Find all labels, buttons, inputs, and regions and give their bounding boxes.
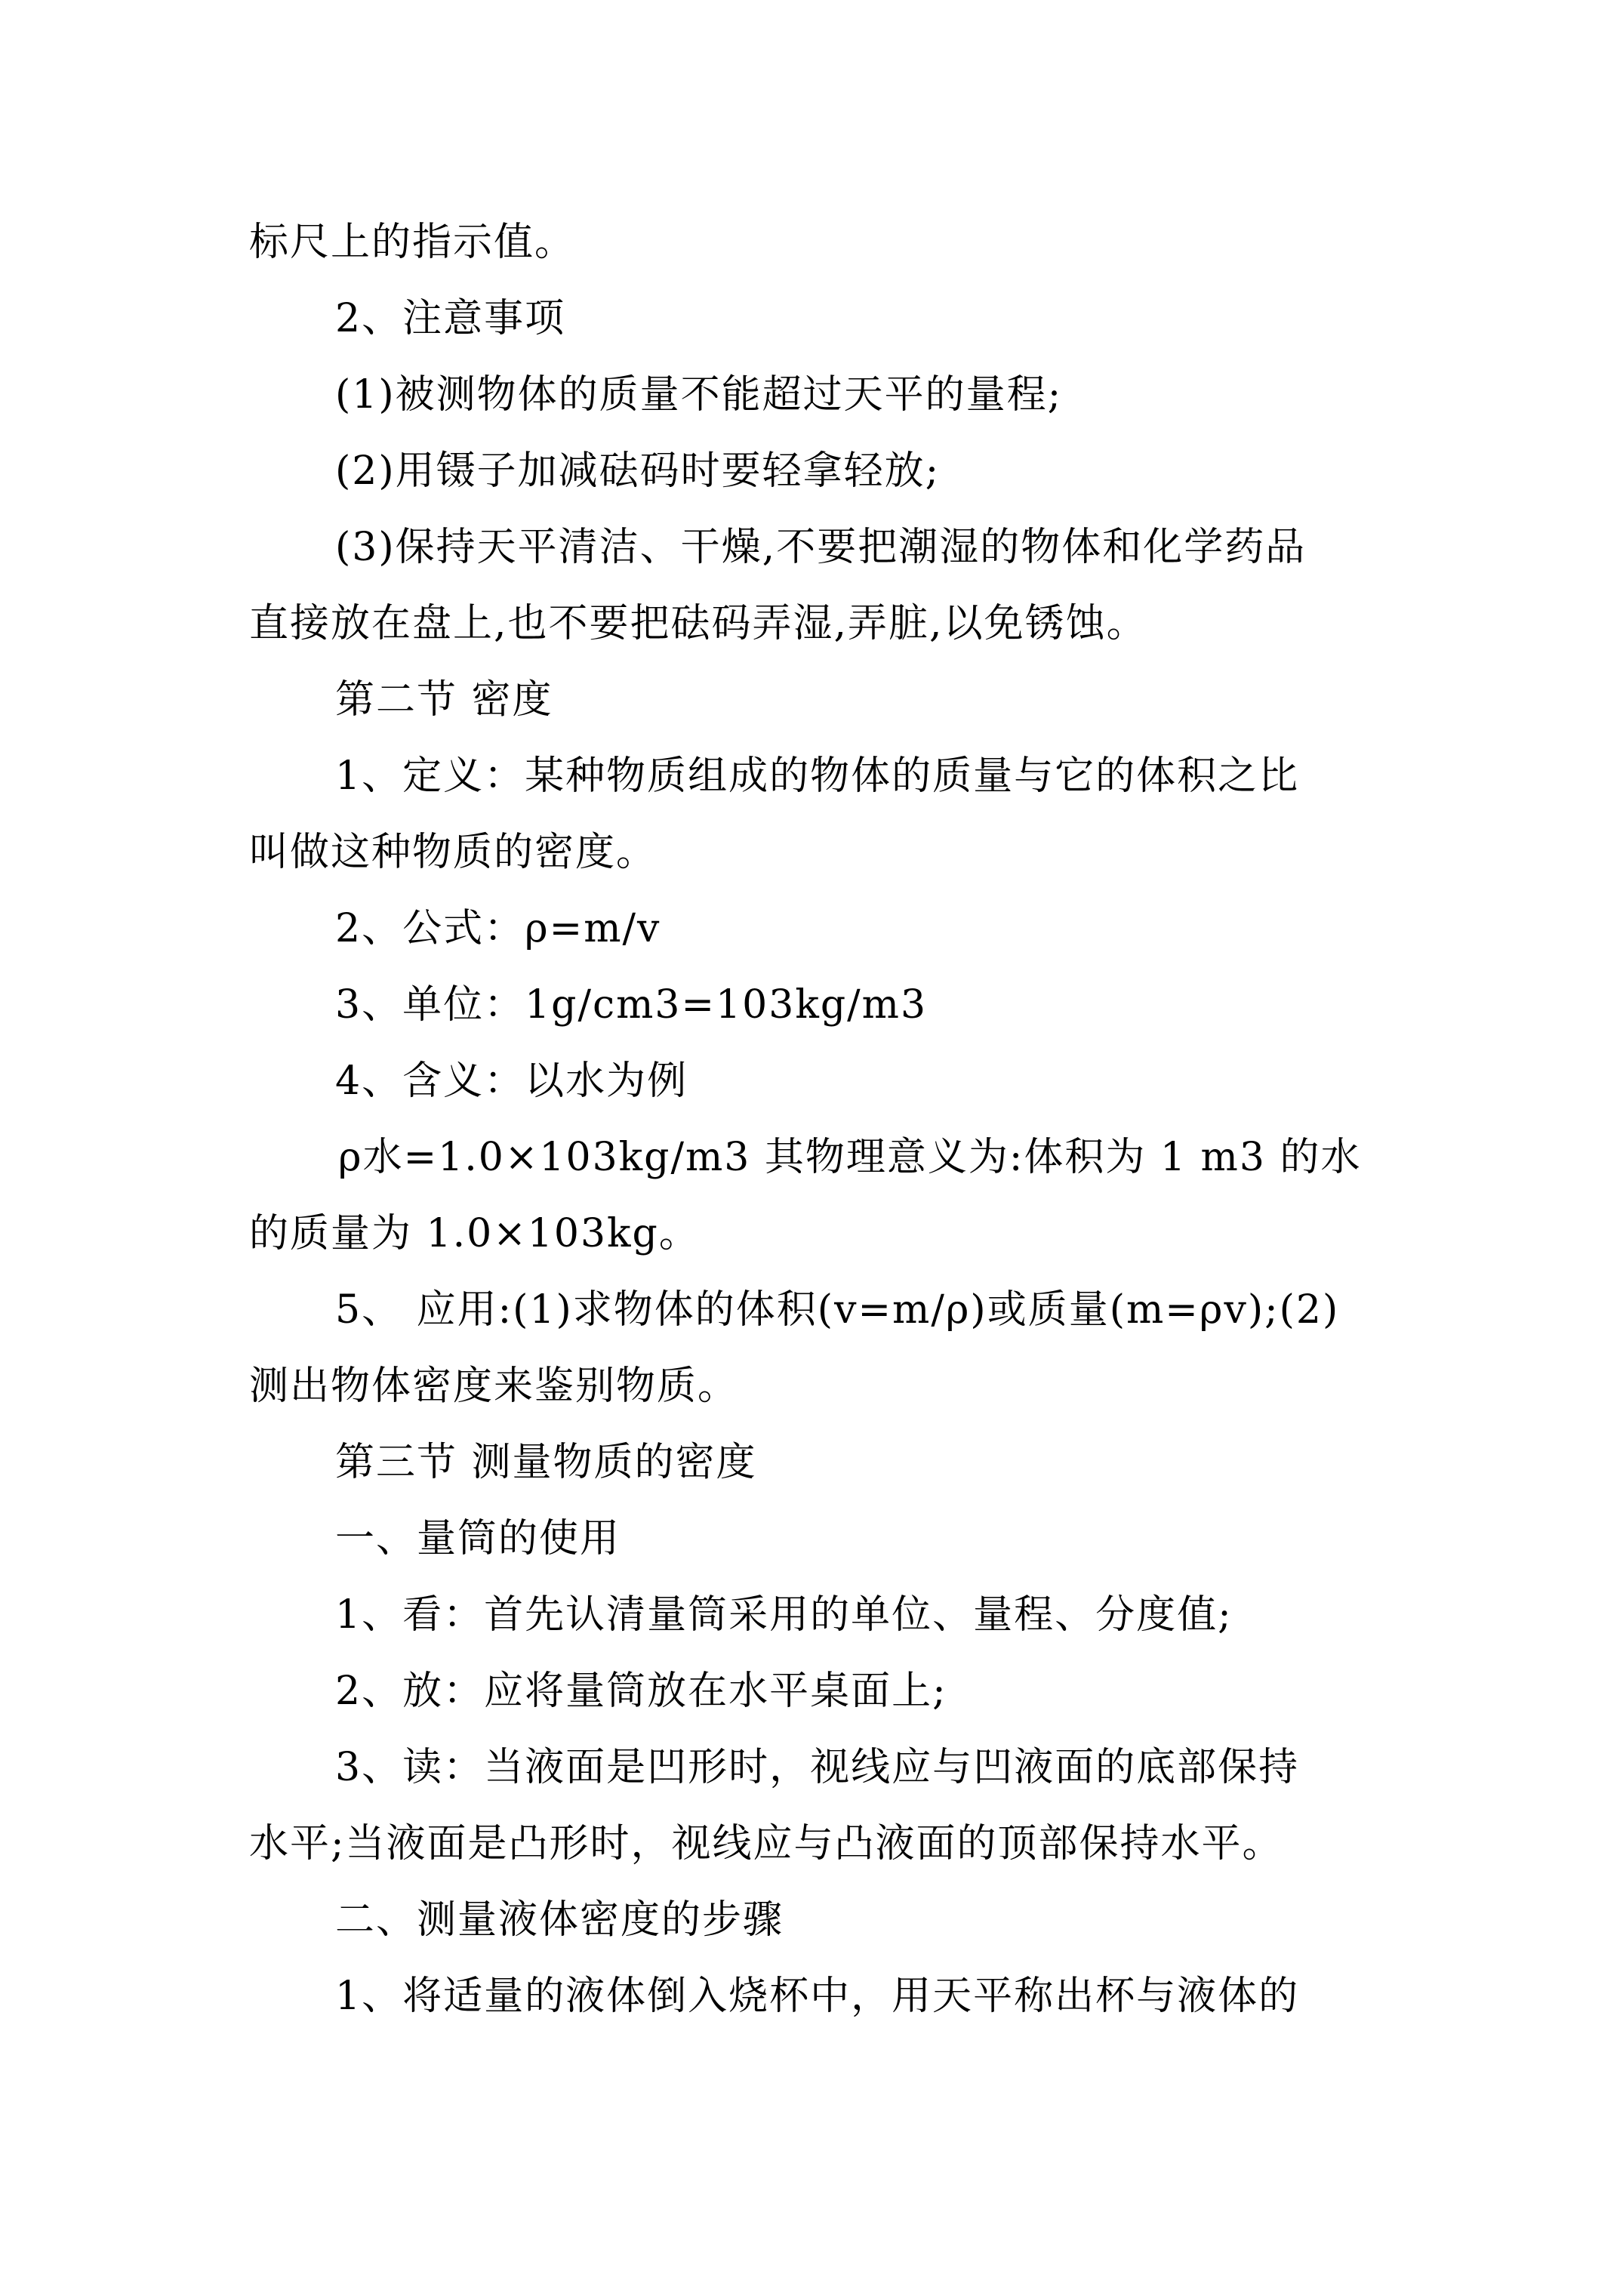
subsection-heading: 二、测量液体密度的步骤 — [335, 1897, 784, 1943]
list-item: (2)用镊子加减砝码时要轻拿轻放; — [335, 448, 941, 494]
text-line: 叫做这种物质的密度。 — [249, 830, 658, 875]
list-item: 3、读：当液面是凹形时，视线应与凹液面的底部保持 — [335, 1745, 1300, 1790]
list-item: (1)被测物体的质量不能超过天平的量程; — [335, 372, 1063, 418]
list-item: 4、含义：以水为例 — [335, 1059, 688, 1104]
list-item: 2、放：应将量筒放在水平桌面上; — [335, 1669, 947, 1714]
list-item: 2、公式：ρ=m/v — [335, 906, 661, 951]
text-line: 水平;当液面是凸形时，视线应与凸液面的顶部保持水平。 — [249, 1821, 1283, 1866]
text-line: ρ水=1.0×103kg/m3 其物理意义为:体积为 1 m3 的水 — [338, 1135, 1362, 1180]
list-item: 1、将适量的液体倒入烧杯中，用天平称出杯与液体的 — [335, 1974, 1300, 2019]
list-item: 5、 应用:(1)求物体的体积(v=m/ρ)或质量(m=ρv);(2) — [335, 1287, 1340, 1333]
list-item: 1、定义：某种物质组成的物体的质量与它的体积之比 — [335, 754, 1300, 799]
text-line: 测出物体密度来鉴别物质。 — [249, 1364, 739, 1409]
text-line: 直接放在盘上,也不要把砝码弄湿,弄脏,以免锈蚀。 — [249, 601, 1147, 646]
section-heading-precautions: 2、注意事项 — [335, 296, 566, 341]
text-line: 标尺上的指示值。 — [249, 220, 576, 265]
list-item: 3、单位：1g/cm3=103kg/m3 — [335, 982, 928, 1028]
section-heading-measuring-density: 第三节 测量物质的密度 — [335, 1440, 757, 1485]
list-item: (3)保持天平清洁、干燥,不要把潮湿的物体和化学药品 — [335, 525, 1307, 570]
subsection-heading: 一、量筒的使用 — [335, 1516, 621, 1561]
section-heading-density: 第二节 密度 — [335, 677, 553, 723]
list-item: 1、看：首先认清量筒采用的单位、量程、分度值; — [335, 1592, 1233, 1638]
text-line: 的质量为 1.0×103kg。 — [249, 1211, 700, 1256]
